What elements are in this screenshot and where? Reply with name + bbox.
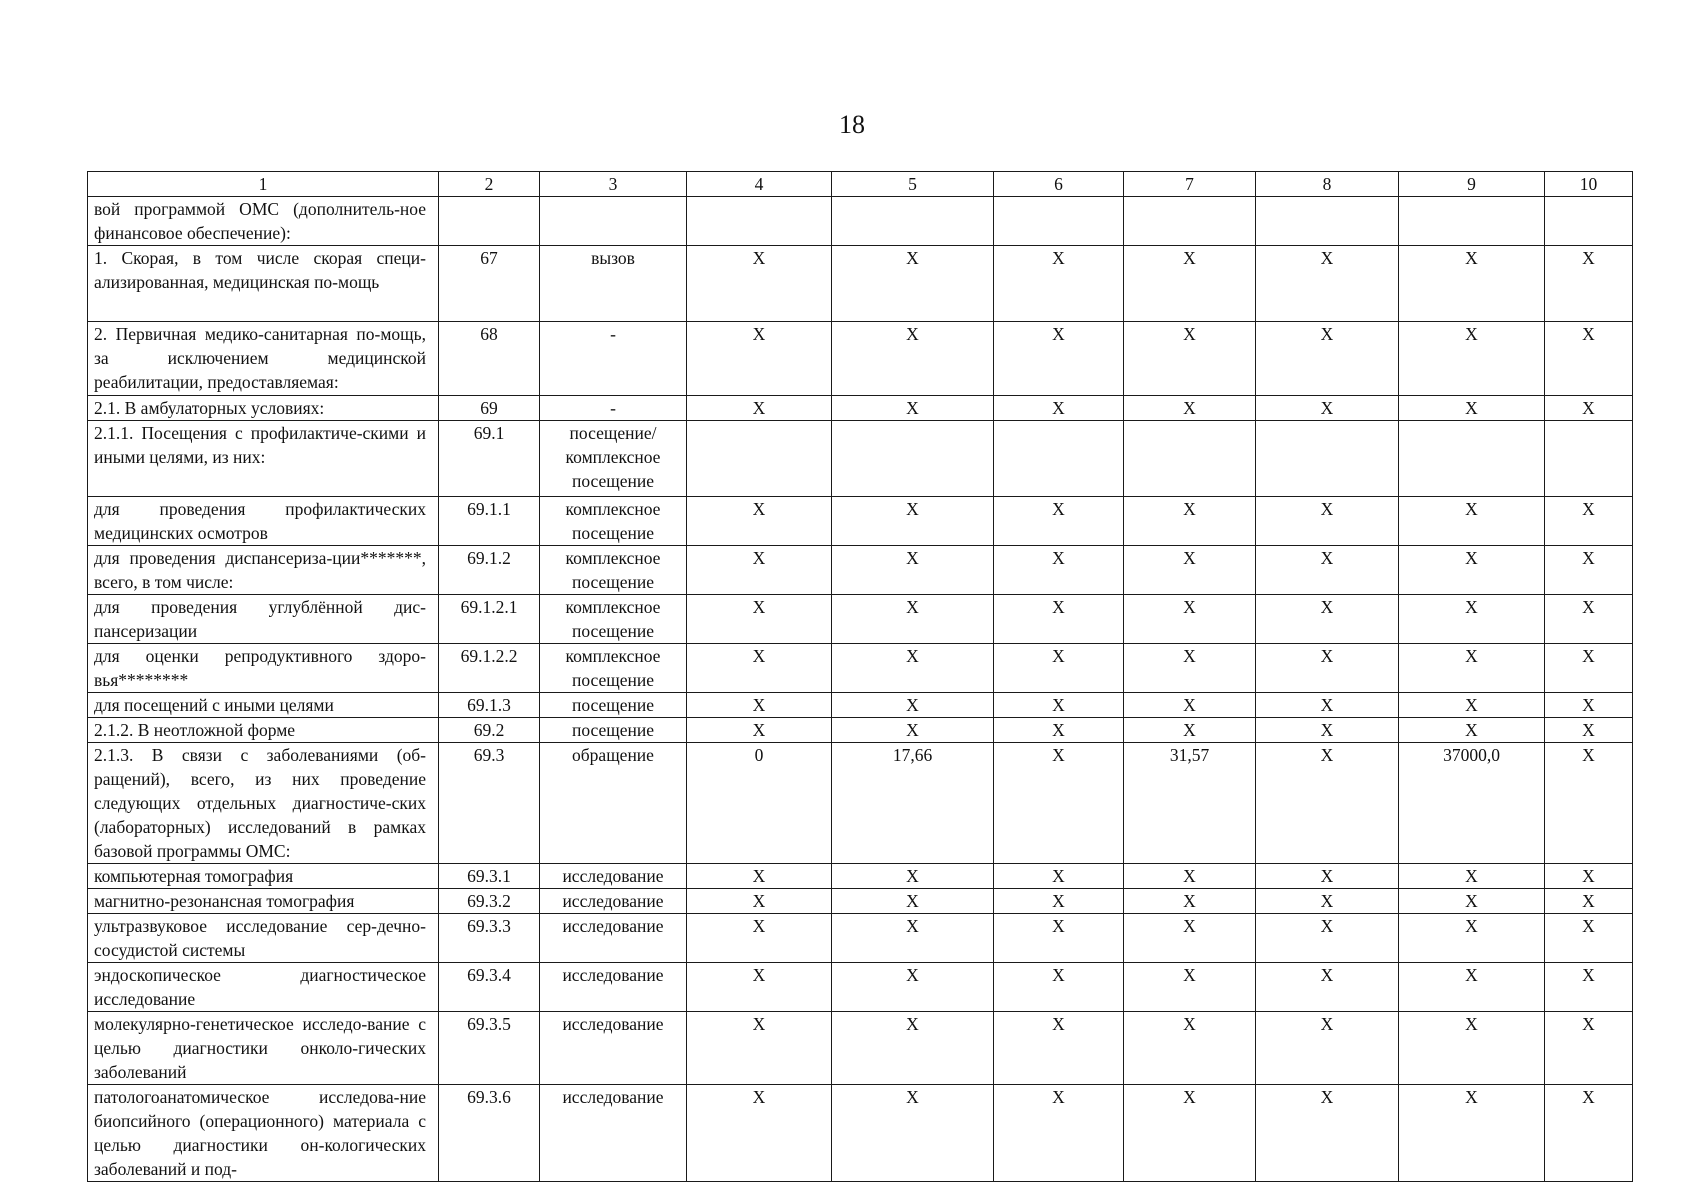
row-value-cell-col10: Х xyxy=(1545,864,1633,889)
row-value-cell-col8: Х xyxy=(1256,963,1399,1012)
row-value-cell-col8: Х xyxy=(1256,864,1399,889)
row-name-cell: для оценки репродуктивного здоро-вья******** xyxy=(88,644,439,693)
row-value-cell-col10: Х xyxy=(1545,644,1633,693)
row-code-cell: 69.3.5 xyxy=(439,1012,540,1085)
column-number-7: 7 xyxy=(1124,172,1256,197)
row-value-cell-col7: Х xyxy=(1124,546,1256,595)
row-value-cell-col9 xyxy=(1399,421,1545,497)
row-value-cell-col9: Х xyxy=(1399,864,1545,889)
row-value-cell-col9: Х xyxy=(1399,595,1545,644)
row-value-cell-col8: Х xyxy=(1256,644,1399,693)
row-code-cell: 69.1.3 xyxy=(439,693,540,718)
row-unit-cell: исследование xyxy=(540,1085,687,1182)
column-number-2: 2 xyxy=(439,172,540,197)
table-row xyxy=(88,1012,1633,1085)
row-value-cell-col4: Х xyxy=(687,914,832,963)
row-unit-cell: посещение xyxy=(540,693,687,718)
column-number-9: 9 xyxy=(1399,172,1545,197)
row-value-cell-col9: 37000,0 xyxy=(1399,743,1545,864)
row-value-cell-col5: Х xyxy=(832,1012,994,1085)
row-value-cell-col6: Х xyxy=(994,963,1124,1012)
row-unit-cell: комплексное посещение xyxy=(540,595,687,644)
row-unit-cell: посещение/ комплексное посещение xyxy=(540,421,687,497)
table-row xyxy=(88,718,1633,743)
row-value-cell-col10: Х xyxy=(1545,246,1633,322)
row-value-cell-col10: Х xyxy=(1545,322,1633,396)
row-value-cell-col8: Х xyxy=(1256,497,1399,546)
row-value-cell-col8: Х xyxy=(1256,322,1399,396)
row-value-cell-col6: Х xyxy=(994,246,1124,322)
table-row xyxy=(88,889,1633,914)
column-number-10: 10 xyxy=(1545,172,1633,197)
row-value-cell-col4: Х xyxy=(687,497,832,546)
row-value-cell-col9: Х xyxy=(1399,718,1545,743)
row-value-cell-col10: Х xyxy=(1545,718,1633,743)
row-value-cell-col6 xyxy=(994,197,1124,246)
row-value-cell-col4: Х xyxy=(687,963,832,1012)
row-value-cell-col10: Х xyxy=(1545,693,1633,718)
row-value-cell-col6: Х xyxy=(994,743,1124,864)
row-value-cell-col7: Х xyxy=(1124,246,1256,322)
row-value-cell-col7: 31,57 xyxy=(1124,743,1256,864)
row-name-cell: для проведения профилактических медицинских осмотров xyxy=(88,497,439,546)
table-row xyxy=(88,396,1633,421)
row-value-cell-col7: Х xyxy=(1124,889,1256,914)
row-value-cell-col7: Х xyxy=(1124,644,1256,693)
table-row xyxy=(88,864,1633,889)
row-value-cell-col10: Х xyxy=(1545,546,1633,595)
row-code-cell: 69.3.6 xyxy=(439,1085,540,1182)
row-value-cell-col5: Х xyxy=(832,546,994,595)
row-code-cell: 69.1.1 xyxy=(439,497,540,546)
row-value-cell-col10 xyxy=(1545,421,1633,497)
row-value-cell-col6: Х xyxy=(994,889,1124,914)
row-value-cell-col7: Х xyxy=(1124,914,1256,963)
row-value-cell-col7: Х xyxy=(1124,864,1256,889)
row-code-cell: 69.1 xyxy=(439,421,540,497)
row-value-cell-col10: Х xyxy=(1545,396,1633,421)
row-value-cell-col5: 17,66 xyxy=(832,743,994,864)
row-code-cell: 69.1.2.2 xyxy=(439,644,540,693)
row-code-cell: 69.3.3 xyxy=(439,914,540,963)
table-row xyxy=(88,963,1633,1012)
table-row xyxy=(88,693,1633,718)
row-value-cell-col7: Х xyxy=(1124,322,1256,396)
row-value-cell-col6: Х xyxy=(994,864,1124,889)
row-value-cell-col10: Х xyxy=(1545,1085,1633,1182)
row-value-cell-col10: Х xyxy=(1545,497,1633,546)
row-value-cell-col4: Х xyxy=(687,864,832,889)
row-value-cell-col8: Х xyxy=(1256,396,1399,421)
row-value-cell-col8: Х xyxy=(1256,889,1399,914)
table-row xyxy=(88,246,1633,322)
row-value-cell-col7 xyxy=(1124,421,1256,497)
row-value-cell-col5: Х xyxy=(832,889,994,914)
row-value-cell-col6: Х xyxy=(994,546,1124,595)
row-value-cell-col10: Х xyxy=(1545,914,1633,963)
row-value-cell-col10: Х xyxy=(1545,889,1633,914)
row-value-cell-col7: Х xyxy=(1124,595,1256,644)
row-unit-cell: комплексное посещение xyxy=(540,497,687,546)
row-value-cell-col7: Х xyxy=(1124,693,1256,718)
row-value-cell-col6 xyxy=(994,421,1124,497)
row-value-cell-col6: Х xyxy=(994,322,1124,396)
row-value-cell-col8 xyxy=(1256,421,1399,497)
table-row xyxy=(88,197,1633,246)
row-value-cell-col6: Х xyxy=(994,1012,1124,1085)
row-code-cell: 68 xyxy=(439,322,540,396)
row-name-cell: для посещений с иными целями xyxy=(88,693,439,718)
row-unit-cell: - xyxy=(540,322,687,396)
row-value-cell-col5: Х xyxy=(832,497,994,546)
row-value-cell-col9: Х xyxy=(1399,963,1545,1012)
row-value-cell-col5 xyxy=(832,421,994,497)
row-value-cell-col7: Х xyxy=(1124,1012,1256,1085)
table-row xyxy=(88,644,1633,693)
row-name-cell: 2.1.1. Посещения с профилактиче-скими и иными целями, из них: xyxy=(88,421,439,497)
table-row xyxy=(88,546,1633,595)
row-value-cell-col8: Х xyxy=(1256,595,1399,644)
row-name-cell: 2.1. В амбулаторных условиях: xyxy=(88,396,439,421)
row-name-cell: для проведения углублённой дис-пансеризации xyxy=(88,595,439,644)
row-unit-cell: исследование xyxy=(540,864,687,889)
row-code-cell: 69.1.2.1 xyxy=(439,595,540,644)
row-value-cell-col5: Х xyxy=(832,322,994,396)
column-number-3: 3 xyxy=(540,172,687,197)
row-value-cell-col9: Х xyxy=(1399,914,1545,963)
row-value-cell-col9: Х xyxy=(1399,396,1545,421)
row-value-cell-col9: Х xyxy=(1399,693,1545,718)
table-row xyxy=(88,322,1633,396)
row-value-cell-col5: Х xyxy=(832,914,994,963)
table-row xyxy=(88,421,1633,497)
row-value-cell-col6: Х xyxy=(994,497,1124,546)
column-number-1: 1 xyxy=(88,172,439,197)
table-row xyxy=(88,743,1633,864)
page-number: 18 xyxy=(839,110,865,139)
row-unit-cell: вызов xyxy=(540,246,687,322)
row-value-cell-col4: 0 xyxy=(687,743,832,864)
row-name-cell: компьютерная томография xyxy=(88,864,439,889)
row-value-cell-col4: Х xyxy=(687,396,832,421)
row-value-cell-col4: Х xyxy=(687,546,832,595)
row-value-cell-col4: Х xyxy=(687,1012,832,1085)
row-value-cell-col7: Х xyxy=(1124,497,1256,546)
row-name-cell: 2. Первичная медико-санитарная по-мощь, за исключением медицинской реабилитации, предоставляемая: xyxy=(88,322,439,396)
row-name-cell: патологоанатомическое исследова-ние биопсийного (операционного) материала с целью диагностики он-кологических заболеваний и под- xyxy=(88,1085,439,1182)
row-unit-cell: исследование xyxy=(540,1012,687,1085)
row-value-cell-col5: Х xyxy=(832,864,994,889)
row-name-cell: 2.1.3. В связи с заболеваниями (об-ращений), всего, из них проведение следующих отдельных диагностиче-ских (лабораторных) исследований в рамках базовой программы ОМС: xyxy=(88,743,439,864)
row-unit-cell xyxy=(540,197,687,246)
row-value-cell-col5: Х xyxy=(832,595,994,644)
table-row xyxy=(88,595,1633,644)
row-name-cell: 1. Скорая, в том числе скорая специ-ализированная, медицинская по-мощь xyxy=(88,246,439,322)
row-value-cell-col9: Х xyxy=(1399,546,1545,595)
row-value-cell-col7: Х xyxy=(1124,963,1256,1012)
row-code-cell: 69.1.2 xyxy=(439,546,540,595)
row-value-cell-col8: Х xyxy=(1256,743,1399,864)
column-number-6: 6 xyxy=(994,172,1124,197)
row-code-cell: 69.3.4 xyxy=(439,963,540,1012)
row-name-cell: эндоскопическое диагностическое исследование xyxy=(88,963,439,1012)
row-value-cell-col5: Х xyxy=(832,644,994,693)
row-code-cell: 69.3.2 xyxy=(439,889,540,914)
table-row xyxy=(88,497,1633,546)
row-unit-cell: комплексное посещение xyxy=(540,546,687,595)
row-value-cell-col6: Х xyxy=(994,914,1124,963)
row-value-cell-col5: Х xyxy=(832,246,994,322)
row-unit-cell: исследование xyxy=(540,914,687,963)
row-value-cell-col5: Х xyxy=(832,396,994,421)
row-value-cell-col7: Х xyxy=(1124,718,1256,743)
row-value-cell-col5: Х xyxy=(832,693,994,718)
row-value-cell-col8: Х xyxy=(1256,1012,1399,1085)
row-unit-cell: - xyxy=(540,396,687,421)
row-value-cell-col9: Х xyxy=(1399,322,1545,396)
row-code-cell: 69.3.1 xyxy=(439,864,540,889)
data-table xyxy=(87,171,1633,1182)
row-value-cell-col4: Х xyxy=(687,718,832,743)
row-value-cell-col9: Х xyxy=(1399,889,1545,914)
table-header-row xyxy=(88,172,1633,197)
row-value-cell-col7: Х xyxy=(1124,396,1256,421)
row-value-cell-col5 xyxy=(832,197,994,246)
row-unit-cell: обращение xyxy=(540,743,687,864)
row-value-cell-col7 xyxy=(1124,197,1256,246)
row-value-cell-col4: Х xyxy=(687,595,832,644)
row-code-cell: 69.2 xyxy=(439,718,540,743)
row-value-cell-col8: Х xyxy=(1256,546,1399,595)
row-value-cell-col6: Х xyxy=(994,693,1124,718)
row-name-cell: вой программой ОМС (дополнитель-ное финансовое обеспечение): xyxy=(88,197,439,246)
row-code-cell: 67 xyxy=(439,246,540,322)
row-name-cell: ультразвуковое исследование сер-дечно-сосудистой системы xyxy=(88,914,439,963)
row-value-cell-col6: Х xyxy=(994,1085,1124,1182)
table-row xyxy=(88,914,1633,963)
row-value-cell-col6: Х xyxy=(994,396,1124,421)
row-value-cell-col4: Х xyxy=(687,693,832,718)
row-name-cell: для проведения диспансериза-ции*******, всего, в том числе: xyxy=(88,546,439,595)
row-value-cell-col8: Х xyxy=(1256,1085,1399,1182)
row-value-cell-col5: Х xyxy=(832,1085,994,1182)
row-value-cell-col10 xyxy=(1545,197,1633,246)
row-value-cell-col8: Х xyxy=(1256,693,1399,718)
row-value-cell-col9: Х xyxy=(1399,497,1545,546)
column-number-4: 4 xyxy=(687,172,832,197)
row-value-cell-col9: Х xyxy=(1399,1012,1545,1085)
row-value-cell-col4 xyxy=(687,421,832,497)
column-number-5: 5 xyxy=(832,172,994,197)
row-value-cell-col4 xyxy=(687,197,832,246)
column-number-8: 8 xyxy=(1256,172,1399,197)
table-row xyxy=(88,1085,1633,1182)
row-name-cell: магнитно-резонансная томография xyxy=(88,889,439,914)
row-value-cell-col4: Х xyxy=(687,322,832,396)
row-value-cell-col9 xyxy=(1399,197,1545,246)
row-value-cell-col4: Х xyxy=(687,889,832,914)
row-value-cell-col8: Х xyxy=(1256,246,1399,322)
row-value-cell-col9: Х xyxy=(1399,644,1545,693)
row-value-cell-col10: Х xyxy=(1545,595,1633,644)
row-value-cell-col10: Х xyxy=(1545,743,1633,864)
row-value-cell-col5: Х xyxy=(832,963,994,1012)
row-value-cell-col10: Х xyxy=(1545,963,1633,1012)
row-value-cell-col4: Х xyxy=(687,644,832,693)
row-value-cell-col9: Х xyxy=(1399,1085,1545,1182)
row-value-cell-col6: Х xyxy=(994,718,1124,743)
row-value-cell-col8 xyxy=(1256,197,1399,246)
row-value-cell-col8: Х xyxy=(1256,914,1399,963)
row-unit-cell: исследование xyxy=(540,963,687,1012)
row-unit-cell: комплексное посещение xyxy=(540,644,687,693)
row-value-cell-col5: Х xyxy=(832,718,994,743)
row-value-cell-col4: Х xyxy=(687,1085,832,1182)
row-code-cell: 69.3 xyxy=(439,743,540,864)
row-value-cell-col10: Х xyxy=(1545,1012,1633,1085)
row-value-cell-col7: Х xyxy=(1124,1085,1256,1182)
row-unit-cell: исследование xyxy=(540,889,687,914)
row-value-cell-col4: Х xyxy=(687,246,832,322)
row-value-cell-col8: Х xyxy=(1256,718,1399,743)
row-value-cell-col6: Х xyxy=(994,644,1124,693)
row-value-cell-col6: Х xyxy=(994,595,1124,644)
row-unit-cell: посещение xyxy=(540,718,687,743)
row-code-cell: 69 xyxy=(439,396,540,421)
row-value-cell-col9: Х xyxy=(1399,246,1545,322)
row-name-cell: молекулярно-генетическое исследо-вание с целью диагностики онколо-гических заболеваний xyxy=(88,1012,439,1085)
row-code-cell xyxy=(439,197,540,246)
row-name-cell: 2.1.2. В неотложной форме xyxy=(88,718,439,743)
